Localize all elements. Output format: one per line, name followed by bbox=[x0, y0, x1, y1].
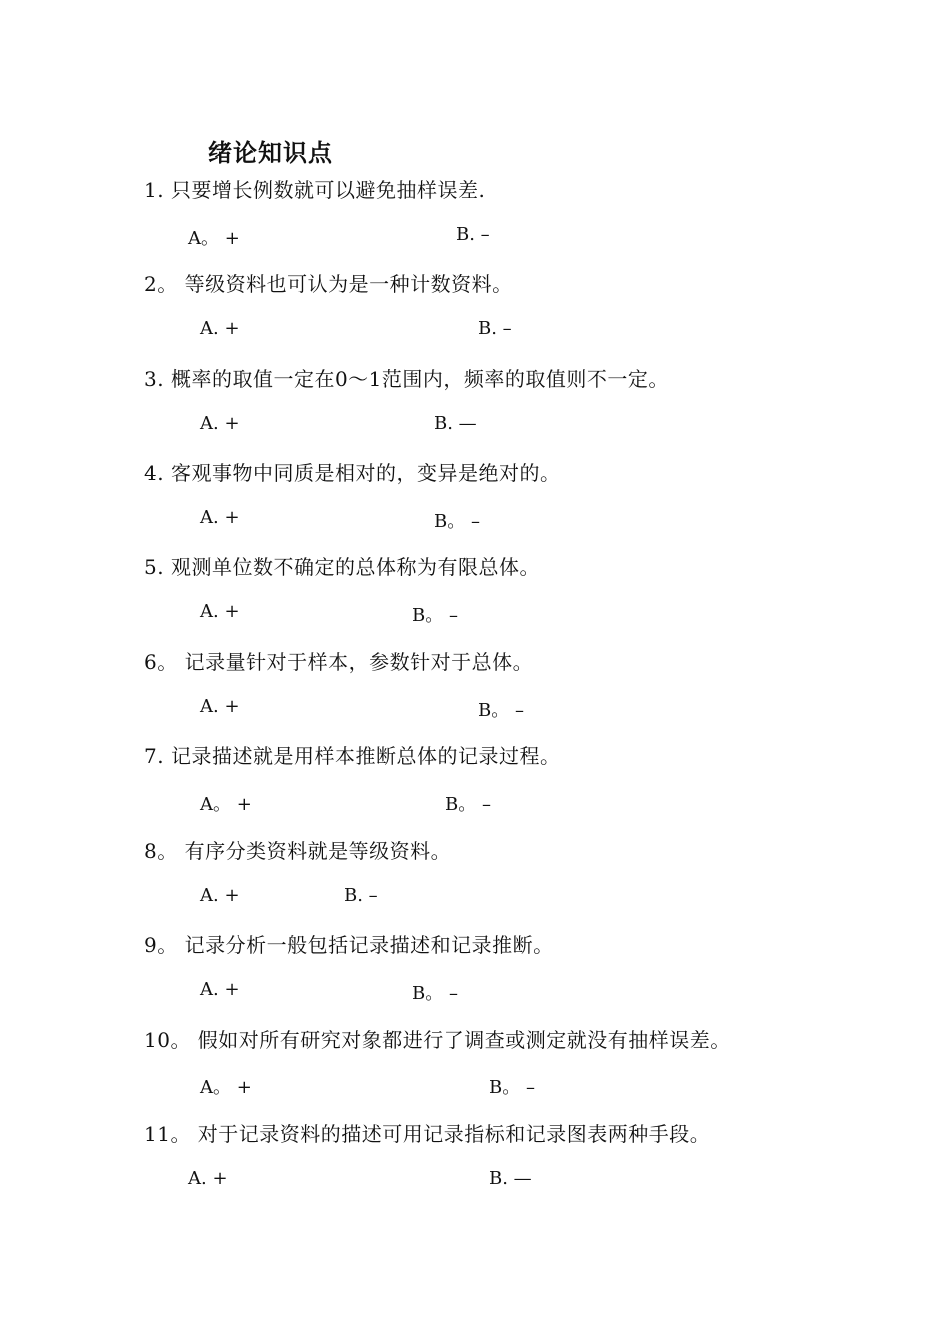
question-4-option-b: B。 – bbox=[434, 511, 480, 532]
question-10-option-a: A。 + bbox=[200, 1077, 252, 1098]
question-8-option-a: A. + bbox=[200, 885, 240, 906]
question-5-option-a: A. + bbox=[200, 601, 240, 622]
question-11: 11。 对于记录资料的描述可用记录指标和记录图表两种手段。 bbox=[144, 1122, 711, 1146]
question-1-option-b: B. – bbox=[456, 224, 490, 245]
question-7-option-a: A。 + bbox=[200, 794, 252, 815]
question-3-option-a: A. + bbox=[200, 413, 240, 434]
question-3: 3. 概率的取值一定在0～1范围内，频率的取值则不一定。 bbox=[144, 367, 669, 391]
question-7: 7. 记录描述就是用样本推断总体的记录过程。 bbox=[144, 744, 561, 768]
question-8: 8。 有序分类资料就是等级资料。 bbox=[144, 839, 452, 863]
question-5-option-b: B。 – bbox=[412, 605, 458, 626]
page-title: 绪论知识点 bbox=[208, 138, 333, 167]
question-11-option-b: B. — bbox=[489, 1168, 532, 1189]
question-11-option-a: A. + bbox=[188, 1168, 228, 1189]
question-5: 5. 观测单位数不确定的总体称为有限总体。 bbox=[144, 555, 540, 579]
question-10-option-b: B。 – bbox=[489, 1077, 535, 1098]
question-7-option-b: B。 – bbox=[445, 794, 491, 815]
question-3-option-b: B. — bbox=[434, 413, 477, 434]
question-2-option-b: B. – bbox=[478, 318, 512, 339]
question-4-option-a: A. + bbox=[200, 507, 240, 528]
question-6-option-b: B。 – bbox=[478, 700, 524, 721]
question-10: 10。 假如对所有研究对象都进行了调查或测定就没有抽样误差。 bbox=[144, 1028, 731, 1052]
question-6: 6。 记录量针对于样本，参数针对于总体。 bbox=[144, 650, 534, 674]
question-9-option-b: B。 – bbox=[412, 983, 458, 1004]
question-2: 2。 等级资料也可认为是一种计数资料。 bbox=[144, 272, 513, 296]
question-9: 9。 记录分析一般包括记录描述和记录推断。 bbox=[144, 933, 554, 957]
question-1: 1. 只要增长例数就可以避免抽样误差. bbox=[144, 178, 486, 202]
question-6-option-a: A. + bbox=[200, 696, 240, 717]
question-9-option-a: A. + bbox=[200, 979, 240, 1000]
question-1-option-a: A。 + bbox=[188, 228, 240, 249]
question-2-option-a: A. + bbox=[200, 318, 240, 339]
question-4: 4. 客观事物中同质是相对的，变异是绝对的。 bbox=[144, 461, 561, 485]
question-8-option-b: B. – bbox=[344, 885, 378, 906]
